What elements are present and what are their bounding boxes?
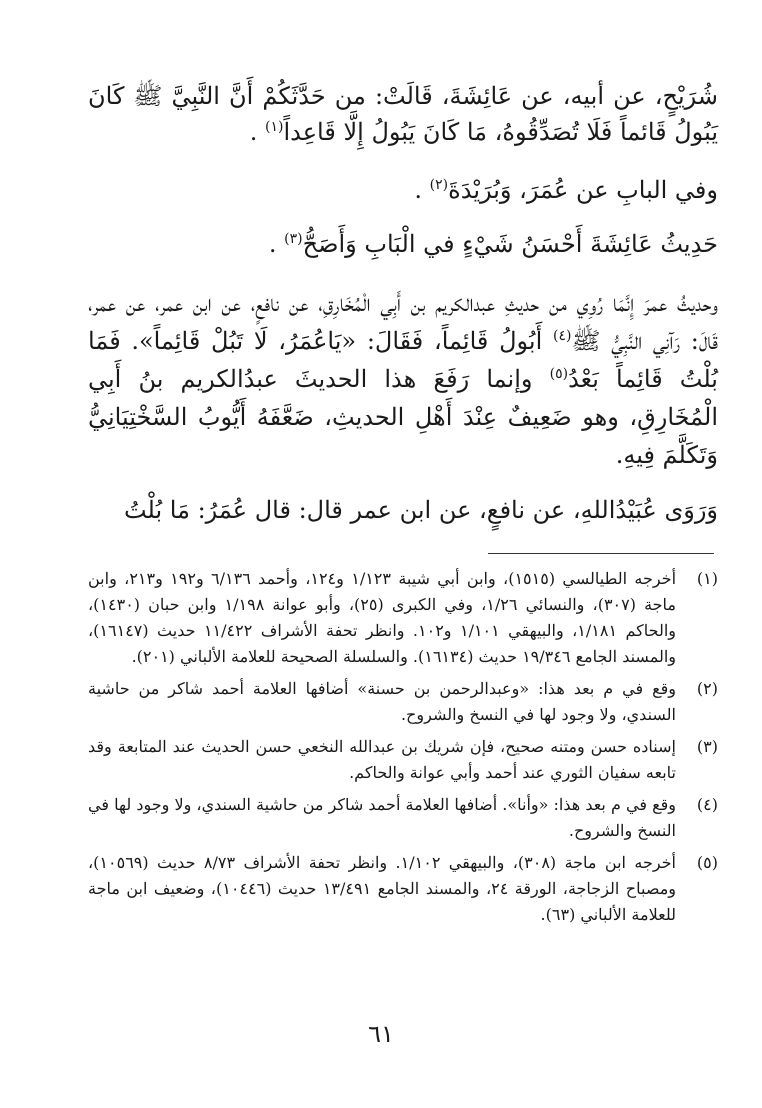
footnote-text: أخرجه الطيالسي (١٥١٥)، وابن أبي شيبة ١/١٢٣ و١٢٤، وأحمد ٦/١٣٦ و١٩٢ و٢١٣، وابن ماجة (٣٠٧)، والنسائي ١/٢٦، وفي الكبرى (٢٥)، وأبو عوانة ١/١٩٨ وابن حبان (١٤٣٠)، والحاكم ١/١٨١، والبيهقي ١/١٠١ و١٠٢. وانظر تحفة الأشراف ١١/٤٢٢ حديث (١٦١٤٧)، والمسند الجامع ١٩/٣٤٦ حديث (١٦١٣٤). والسلسلة الصحيحة للعلامة الألباني (٢٠١).	[88, 569, 677, 666]
footnote-number: (٣)	[696, 737, 718, 756]
paragraph-5	[88, 492, 718, 528]
footnote-text: وقع في م بعد هذا: «وأنا». أضافها العلامة أحمد شاكر من حاشية السندي، ولا وجود لها في النسخ والشروح.	[88, 795, 676, 840]
footnote-number: (١)	[696, 569, 718, 588]
paragraph-1-tail: .	[249, 118, 265, 146]
footnote-item	[88, 676, 718, 728]
paragraph-2	[88, 172, 718, 208]
paragraph-1	[88, 78, 718, 150]
footnote-text: وقع في م بعد هذا: «وعبدالرحمن بن حسنة» أضافها العلامة أحمد شاكر من حاشية السندي، ولا وجود لها في النسخ والشروح.	[88, 679, 677, 724]
footnote-ref-4: (٤)	[552, 328, 572, 344]
paragraph-4-text-c: وإنما رَفَعَ هذا الحديثَ عبدُالكريم بنُ أَبِي الْمُخَارِقِ، وهو ضَعِيفٌ عِنْدَ أَهْلِ الحديثِ، ضَعَّفَهُ أَيُّوبُ السَّخْتِيَانِيُّ وَتَكَلَّمَ فِيهِ.	[88, 365, 718, 469]
paragraph-4	[88, 284, 718, 474]
footnote-text: أخرجه ابن ماجة (٣٠٨)، والبيهقي ١/١٠٢. وانظر تحفة الأشراف ٨/٧٣ حديث (١٠٥٦٩)، ومصباح الزجاجة، الورقة ٢٤، والمسند الجامع ١٣/٤٩١ حديث (١٠٤٤٦)، وضعيف ابن ماجة للعلامة الألباني (٦٣).	[88, 853, 677, 924]
footnote-item	[88, 792, 718, 844]
footnote-number: (٢)	[696, 679, 718, 698]
footnote-text: إسناده حسن ومتنه صحيح، فإن شريك بن عبدالله النخعي حسن الحديث عند المتابعة وقد تابعه سفيان الثوري عند أحمد وأبي عوانة والحاكم.	[88, 737, 676, 782]
page-number: ٦١	[368, 1020, 394, 1048]
footnote-ref-1: (١)	[265, 119, 284, 135]
paragraph-5-text: وَرَوَى عُبَيْدُاللهِ، عن نافعٍ، عن ابن عمر قال: قال عُمَرُ: مَا بُلْتُ	[123, 496, 718, 524]
footnote-number: (٤)	[696, 795, 718, 814]
paragraph-2-text: وفي البابِ عن عُمَرَ، وَبُرَيْدَةَ	[448, 176, 718, 204]
paragraph-3	[88, 226, 718, 262]
footnote-ref-2: (٢)	[429, 177, 449, 193]
footnote-number: (٥)	[696, 853, 718, 872]
paragraph-3-text: حَدِيثُ عَائِشَةَ أَحْسَنُ شَيْءٍ في الْبَابِ وَأَصَحُّ	[302, 230, 718, 258]
footnotes	[88, 566, 718, 934]
paragraph-1-text: شُرَيْحٍ، عن أبيه، عن عَائِشَةَ، قَالَتْ: من حَدَّثَكُمْ أَنَّ النَّبِيَّ ﷺ كَانَ يَبُولُ قَائماً فَلَا تُصَدِّقُوهُ، مَا كَانَ يَبُولُ إِلَّا قَاعِداً	[88, 82, 718, 146]
footnote-ref-5: (٥)	[549, 366, 569, 382]
footnote-item	[88, 734, 718, 786]
main-text	[88, 78, 718, 528]
footnote-ref-3: (٣)	[284, 231, 303, 247]
footnote-item	[88, 566, 718, 670]
paragraph-3-tail: .	[268, 230, 285, 258]
footnote-separator	[488, 553, 714, 554]
paragraph-2-tail: .	[414, 176, 430, 204]
paragraph-4-text-b: أَبُولُ قَائِماً، فَقَالَ: «يَاعُمَرُ، لَا تَبُلْ قَائِماً». فَمَا بُلْتُ قَائِماً بَعْدُ	[88, 327, 718, 393]
footnote-item	[88, 850, 718, 928]
paragraph-4-text-a: وحديثُ عمرَ إِنَّمَا رُوِي من حديثِ عبدالكريم بن أَبِي الْمُخَارِقِ، عن نافعٍ، عن ابن عمر، عن عمر، قَالَ: رَآنِي النَّبِيُّ ﷺ	[88, 289, 718, 355]
